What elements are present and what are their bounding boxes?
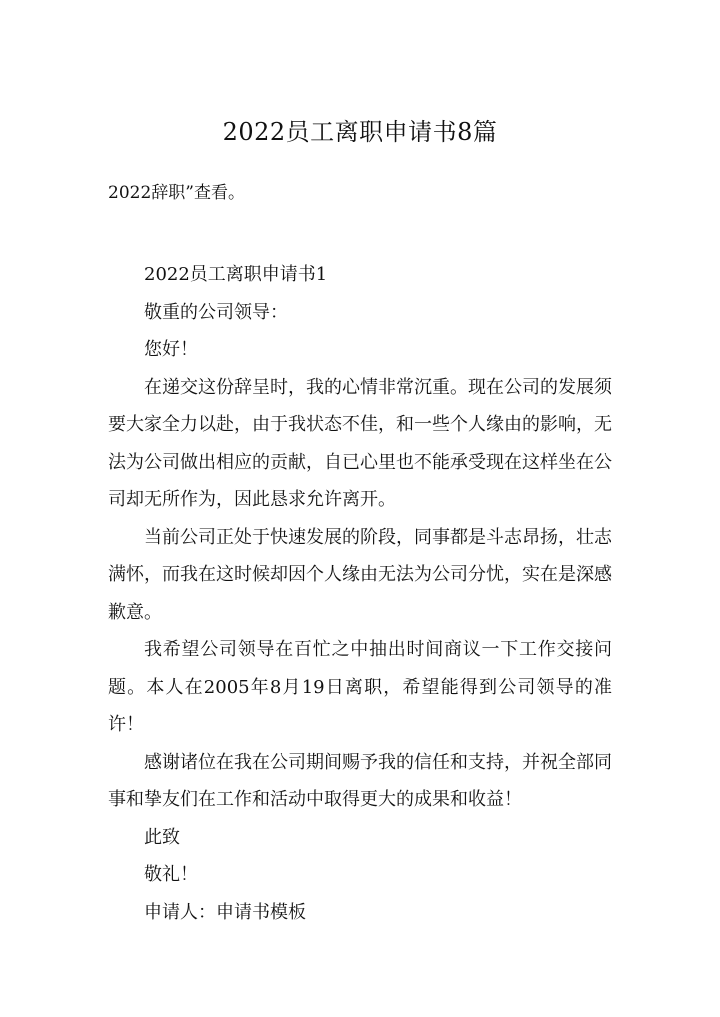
letter-paragraph: 我希望公司领导在百忙之中抽出时间商议一下工作交接问题。本人在2005年8月19日离职，希望能得到公司领导的准许！ — [108, 639, 612, 735]
letter-greeting: 您好！ — [144, 339, 198, 360]
letter-regards: 敬礼！ — [144, 864, 198, 885]
document-title: 2022员工离职申请书8篇 — [222, 118, 498, 146]
letter-paragraph: 当前公司正处于快速发展的阶段，同事都是斗志昂扬，壮志满怀，而我在这时候却因个人缘由无法为公司分忧，实在是深感歉意。 — [108, 526, 612, 623]
letter-salutation: 敬重的公司领导： — [144, 301, 288, 323]
letter-body — [108, 256, 612, 931]
letter-heading: 2022员工离职申请书1 — [144, 264, 328, 285]
letter-signature: 申请人：申请书模板 — [144, 901, 306, 923]
letter-paragraph: 在递交这份辞呈时，我的心情非常沉重。现在公司的发展须要大家全力以赴，由于我状态不佳，和一些个人缘由的影响，无法为公司做出相应的贡献，自已心里也不能承受现在这样坐在公司却无所作为，因此恳求允许离开。 — [108, 376, 612, 510]
intro-line: 2022辞职”查看。 — [108, 183, 245, 203]
letter-paragraph: 感谢诸位在我在公司期间赐予我的信任和支持，并祝全部同事和挚友们在工作和活动中取得更大的成果和收益！ — [108, 751, 612, 810]
letter-closing: 此致 — [144, 826, 180, 848]
